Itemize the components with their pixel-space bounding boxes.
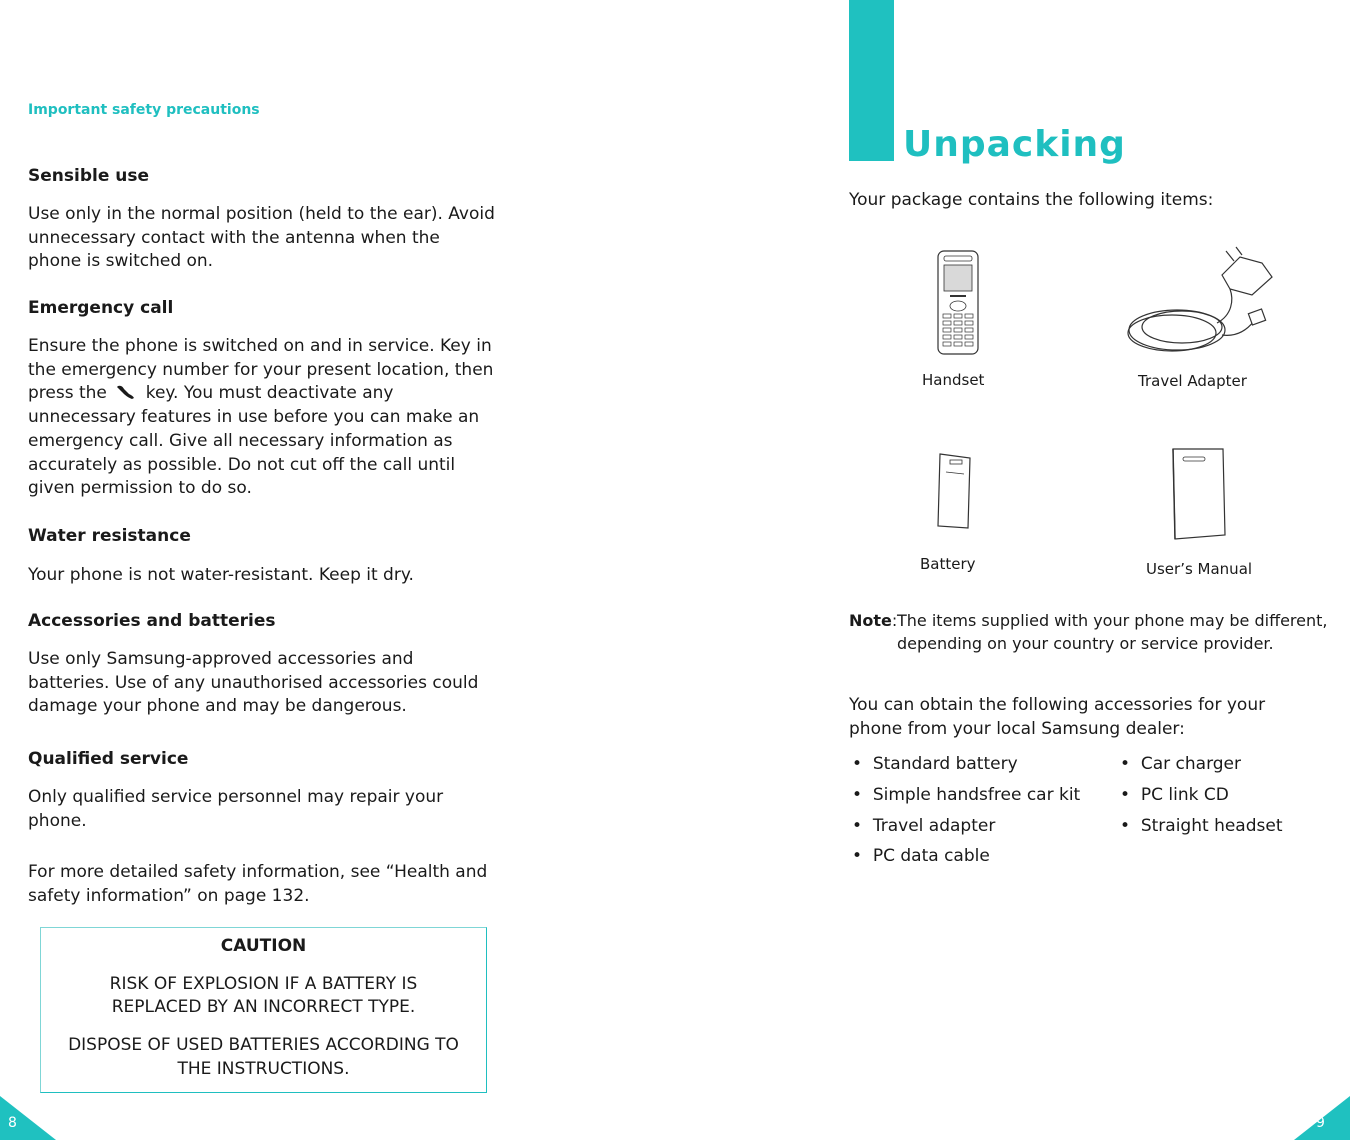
page-title: Unpacking xyxy=(903,124,1126,165)
accessory-item: • Car charger xyxy=(1120,754,1241,774)
section-body-sensible-use: Use only in the normal position (held to the ear). Avoid unnecessary contact with the antenna when the phone is switched on. xyxy=(28,204,495,272)
caution-box xyxy=(40,927,487,1093)
caution-line-1: RISK OF EXPLOSION IF A BATTERY IS REPLACED BY AN INCORRECT TYPE. xyxy=(109,973,418,1018)
note-text: The items supplied with your phone may be different, depending on your country or service provider. xyxy=(897,611,1328,653)
section-body-qualified-service: Only qualified service personnel may repair your phone. xyxy=(28,787,444,831)
running-header: Important safety precautions xyxy=(28,102,260,118)
page-number-right: 9 xyxy=(1316,1115,1325,1131)
accessory-item: • Straight headset xyxy=(1120,816,1283,836)
item-caption-handset: Handset xyxy=(922,371,985,389)
section-body-emergency-call: Ensure the phone is switched on and in service. Key in the emergency number for your present location, then press the key. You must deactivate any unnecessary features in use before you can make an emergency call. Give all necessary information as accurately as possible. Do not cut off the call until given permission to do so. xyxy=(28,336,494,499)
section-body-accessories: Use only Samsung-approved accessories and batteries. Use of any unauthorised accessories could damage your phone and may be dangerous. xyxy=(28,649,479,717)
note: Note: The items supplied with your phone may be different, depending on your country or service provider. xyxy=(849,611,1328,653)
caution-line-2: DISPOSE OF USED BATTERIES ACCORDING TO THE INSTRUCTIONS. xyxy=(68,1035,459,1079)
section-heading-qualified-service: Qualified service xyxy=(28,749,189,769)
obtain-text: You can obtain the following accessories for your phone from your local Samsung dealer: xyxy=(849,695,1266,739)
section-heading-emergency-call: Emergency call xyxy=(28,298,174,318)
section-heading-accessories: Accessories and batteries xyxy=(28,611,276,631)
section-body-water-resistance: Your phone is not water-resistant. Keep it dry. xyxy=(28,565,414,585)
intro-text: Your package contains the following items: xyxy=(849,190,1214,210)
section-heading-water-resistance: Water resistance xyxy=(28,526,191,546)
phone-send-icon xyxy=(115,384,137,400)
item-caption-travel-adapter: Travel Adapter xyxy=(1138,372,1247,390)
more-info-text: For more detailed safety information, see “Health and safety information” on page 132. xyxy=(28,862,488,906)
accessory-item: • PC link CD xyxy=(1120,785,1229,805)
item-caption-battery: Battery xyxy=(920,555,976,573)
chapter-bar xyxy=(849,0,894,161)
note-label: Note xyxy=(849,611,892,630)
section-heading-sensible-use: Sensible use xyxy=(28,166,150,186)
accessory-item: • Standard battery xyxy=(852,754,1018,774)
item-caption-users-manual: User’s Manual xyxy=(1146,560,1253,578)
battery-illustration xyxy=(930,450,980,535)
caution-title: CAUTION xyxy=(220,936,307,956)
users-manual-illustration xyxy=(1165,445,1230,543)
handset-illustration xyxy=(930,248,985,358)
page-number-left: 8 xyxy=(8,1115,17,1131)
accessory-item: • PC data cable xyxy=(852,846,990,866)
travel-adapter-illustration xyxy=(1122,245,1282,360)
accessory-item: • Simple handsfree car kit xyxy=(852,785,1081,805)
accessory-item: • Travel adapter xyxy=(852,816,996,836)
